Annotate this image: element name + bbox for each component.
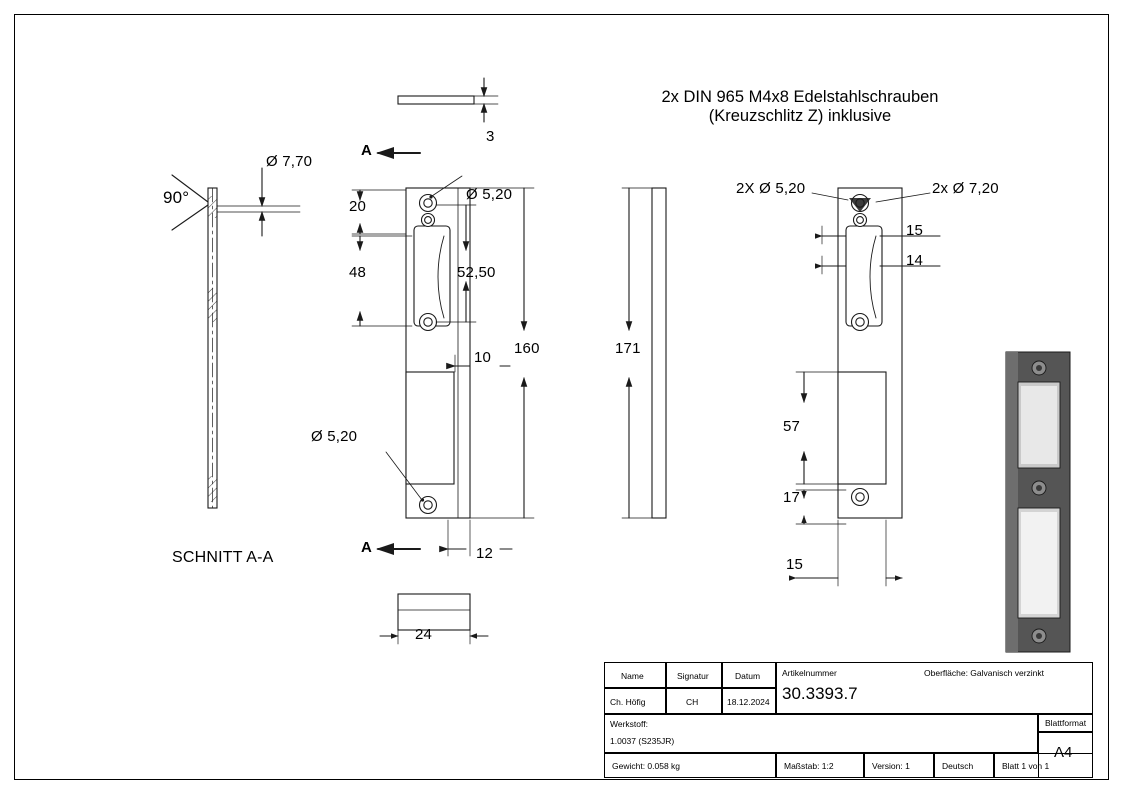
- isometric-part-render: [1006, 352, 1070, 652]
- section-mark-a-bottom: A: [361, 539, 373, 556]
- tb-label-name: Name: [621, 671, 644, 681]
- section-mark-a-top: A: [361, 142, 373, 159]
- tb-label-werkstoff: Werkstoff:: [610, 719, 648, 729]
- tb-label-datum: Datum: [735, 671, 761, 681]
- dim-10: 10: [474, 349, 492, 366]
- dim-57: 57: [783, 418, 801, 435]
- tb-value-gewicht: Gewicht: 0.058 kg: [612, 761, 681, 771]
- dim-24: 24: [415, 626, 433, 643]
- tb-value-werkstoff: 1.0037 (S235JR): [610, 736, 675, 746]
- tb-value-massstab: Maßstab: 1:2: [784, 761, 834, 771]
- dim-17: 17: [783, 489, 801, 506]
- dim-2x-diameter-7-20: 2x Ø 7,20: [932, 180, 999, 197]
- tb-value-blattformat: A4: [1054, 744, 1073, 761]
- title-block: [604, 662, 1093, 778]
- tb-label-oberflaeche: Oberfläche: Galvanisch verzinkt: [924, 668, 1044, 678]
- dim-diameter-7-70: Ø 7,70: [266, 153, 313, 170]
- dim-20: 20: [349, 198, 367, 215]
- dim-thickness-3: 3: [486, 128, 495, 145]
- dim-2x-diameter-5-20: 2X Ø 5,20: [736, 180, 806, 197]
- dim-14: 14: [906, 252, 924, 269]
- tb-label-signatur: Signatur: [677, 671, 709, 681]
- dim-12: 12: [476, 545, 494, 562]
- dim-angle-90: 90°: [163, 188, 190, 207]
- section-label: SCHNITT A-A: [172, 549, 274, 566]
- note-line-2: (Kreuzschlitz Z) inklusive: [708, 107, 892, 125]
- dim-48: 48: [349, 264, 367, 281]
- tb-label-blattformat: Blattformat: [1045, 718, 1087, 728]
- dim-171: 171: [615, 340, 641, 357]
- tb-value-name: Ch. Höfig: [610, 697, 646, 707]
- tb-label-artikelnummer: Artikelnummer: [782, 668, 837, 678]
- tb-value-blatt: Blatt 1 von 1: [1002, 761, 1050, 771]
- tb-cell-werkstoff: [604, 714, 1038, 753]
- tb-value-sprache: Deutsch: [942, 761, 974, 771]
- dim-52-50: 52,50: [457, 264, 496, 281]
- dim-diameter-5-20-top: Ø 5,20: [466, 186, 513, 203]
- dim-160: 160: [514, 340, 540, 357]
- dim-15-bottom: 15: [786, 556, 804, 573]
- tb-value-signatur: CH: [686, 697, 699, 707]
- note-line-1: 2x DIN 965 M4x8 Edelstahlschrauben: [661, 88, 939, 106]
- tb-value-artikelnummer: 30.3393.7: [782, 684, 858, 703]
- dim-diameter-5-20-bottom: Ø 5,20: [311, 428, 358, 445]
- tb-value-datum: 18.12.2024: [727, 697, 770, 707]
- dim-15-top: 15: [906, 222, 924, 239]
- tb-value-version: Version: 1: [872, 761, 910, 771]
